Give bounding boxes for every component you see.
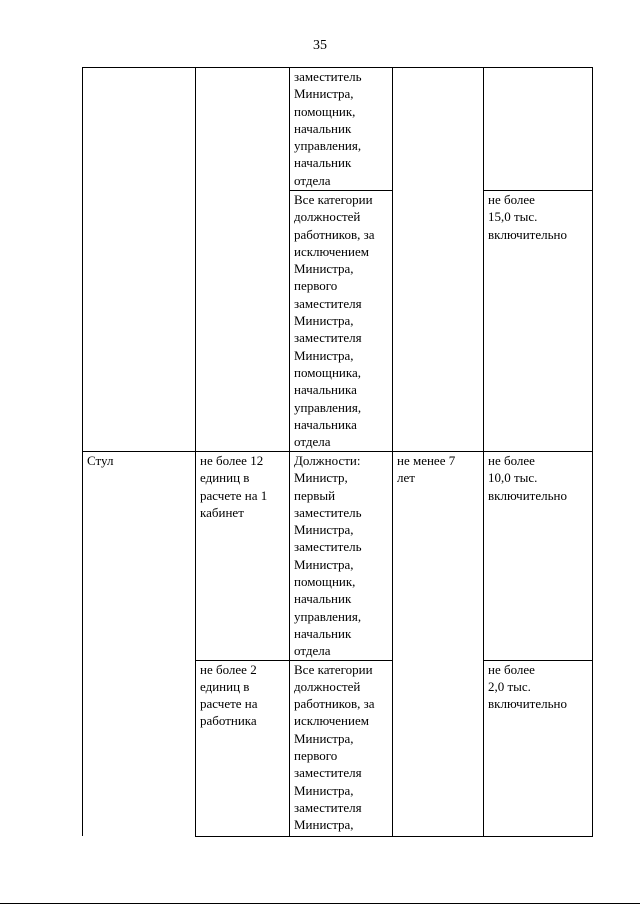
table-cell: не более 2 единиц в расчете на работника [196, 660, 290, 836]
norms-table [82, 67, 593, 837]
table-cell: не более 15,0 тыс. включительно [484, 191, 593, 452]
table-cell [83, 68, 196, 452]
table-cell [484, 68, 593, 191]
table-cell: не более 2,0 тыс. включительно [484, 660, 593, 836]
table-cell [393, 68, 484, 452]
table-cell: Все категории должностей работников, за исключением Министра, первого заместителя Министра, заместителя Министра, помощника, начальника управления, начальника отдела [290, 191, 393, 452]
table-cell [196, 68, 290, 452]
page-number: 35 [313, 38, 327, 53]
table-cell: не более 10,0 тыс. включительно [484, 452, 593, 661]
table-cell: заместитель Министра, помощник, начальник управления, начальник отдела [290, 68, 393, 191]
table-row [83, 452, 593, 661]
table-cell: Должности: Министр, первый заместитель Министра, заместитель Министра, помощник, начальник управления, начальник отдела [290, 452, 393, 661]
table-row [83, 68, 593, 191]
table-cell: Стул [83, 452, 196, 837]
table-cell: Все категории должностей работников, за исключением Министра, первого заместителя Министра, заместителя Министра, [290, 660, 393, 836]
table-cell: не более 12 единиц в расчете на 1 кабинет [196, 452, 290, 661]
table-cell: не менее 7 лет [393, 452, 484, 837]
bottom-rule [0, 903, 640, 904]
